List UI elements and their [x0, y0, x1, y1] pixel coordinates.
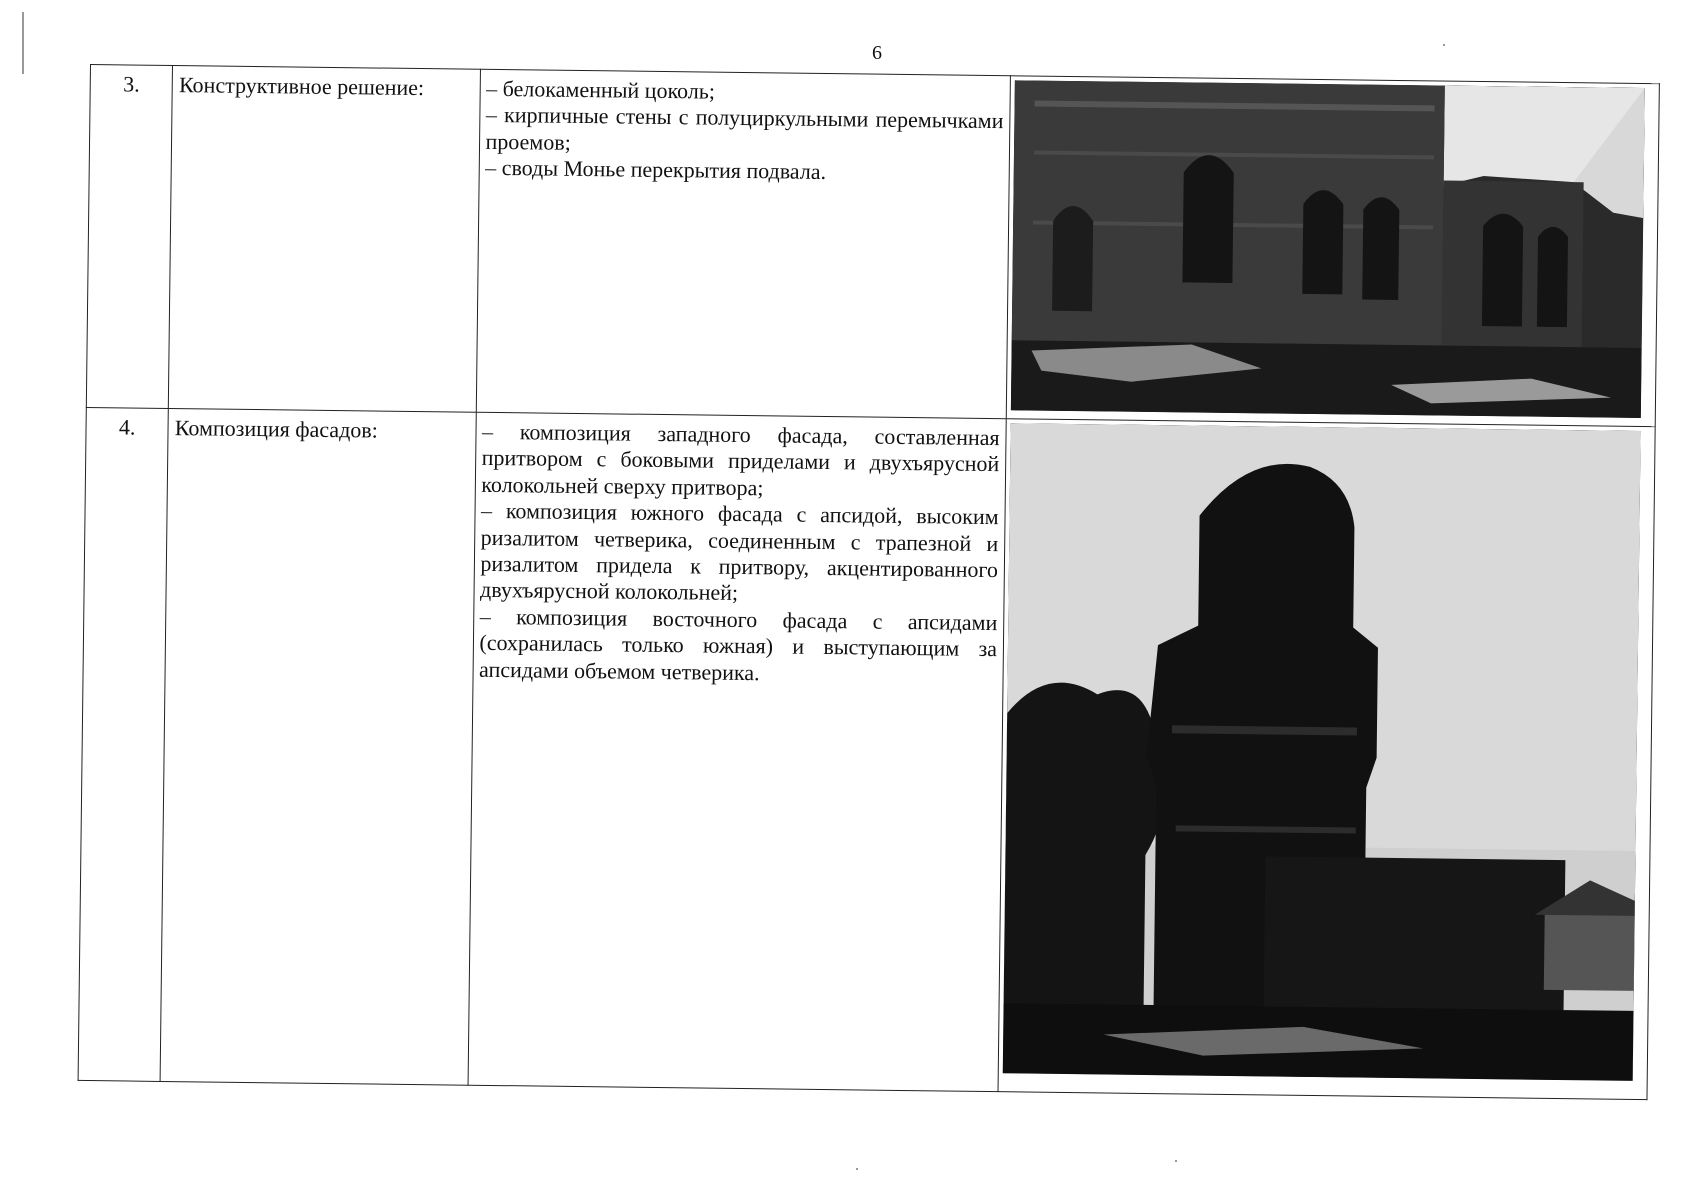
scan-speck: [1175, 1160, 1177, 1162]
scan-speck: [1443, 44, 1445, 46]
church-wall-photo: [1011, 80, 1645, 418]
description-item: – композиция восточного фасада с апсидами (сохранилась только южная) и выступающим за апсидами объемом четверика.: [478, 603, 998, 685]
description-item: – кирпичные стены с полуциркульными перемычками проемов;: [485, 102, 1004, 155]
heritage-features-table: [78, 64, 1660, 1100]
feature-description: [468, 412, 1007, 1091]
feature-name: Конструктивное решение:: [169, 66, 480, 413]
row-number: 3.: [86, 65, 172, 409]
scan-speck: [856, 1168, 858, 1170]
page-number: 6: [872, 42, 882, 64]
description-item: – белокаменный цоколь;: [486, 75, 716, 104]
description-item: – композиция южного фасада с апсидой, высоким ризалитом четверика, соединенным с трапезной и ризалитом придела к притвору, акцентированного двухъярусной колокольней;: [479, 497, 999, 606]
photo-cell: [1006, 76, 1659, 427]
row-number: 4.: [78, 407, 169, 1081]
table-row: [78, 407, 1655, 1099]
description-item: – композиция западного фасада, составленная притвором с боковыми приделами и двухъярусной колокольней сверху притвора;: [481, 418, 1000, 501]
description-item: – своды Монье перекрытия подвала.: [485, 155, 827, 185]
feature-description: [476, 69, 1011, 418]
photo-cell: [998, 419, 1655, 1100]
table-row: [86, 65, 1659, 427]
feature-name: Композиция фасадов:: [160, 408, 475, 1085]
bell-tower-photo: [1003, 423, 1641, 1081]
scan-edge-mark: [22, 12, 24, 74]
